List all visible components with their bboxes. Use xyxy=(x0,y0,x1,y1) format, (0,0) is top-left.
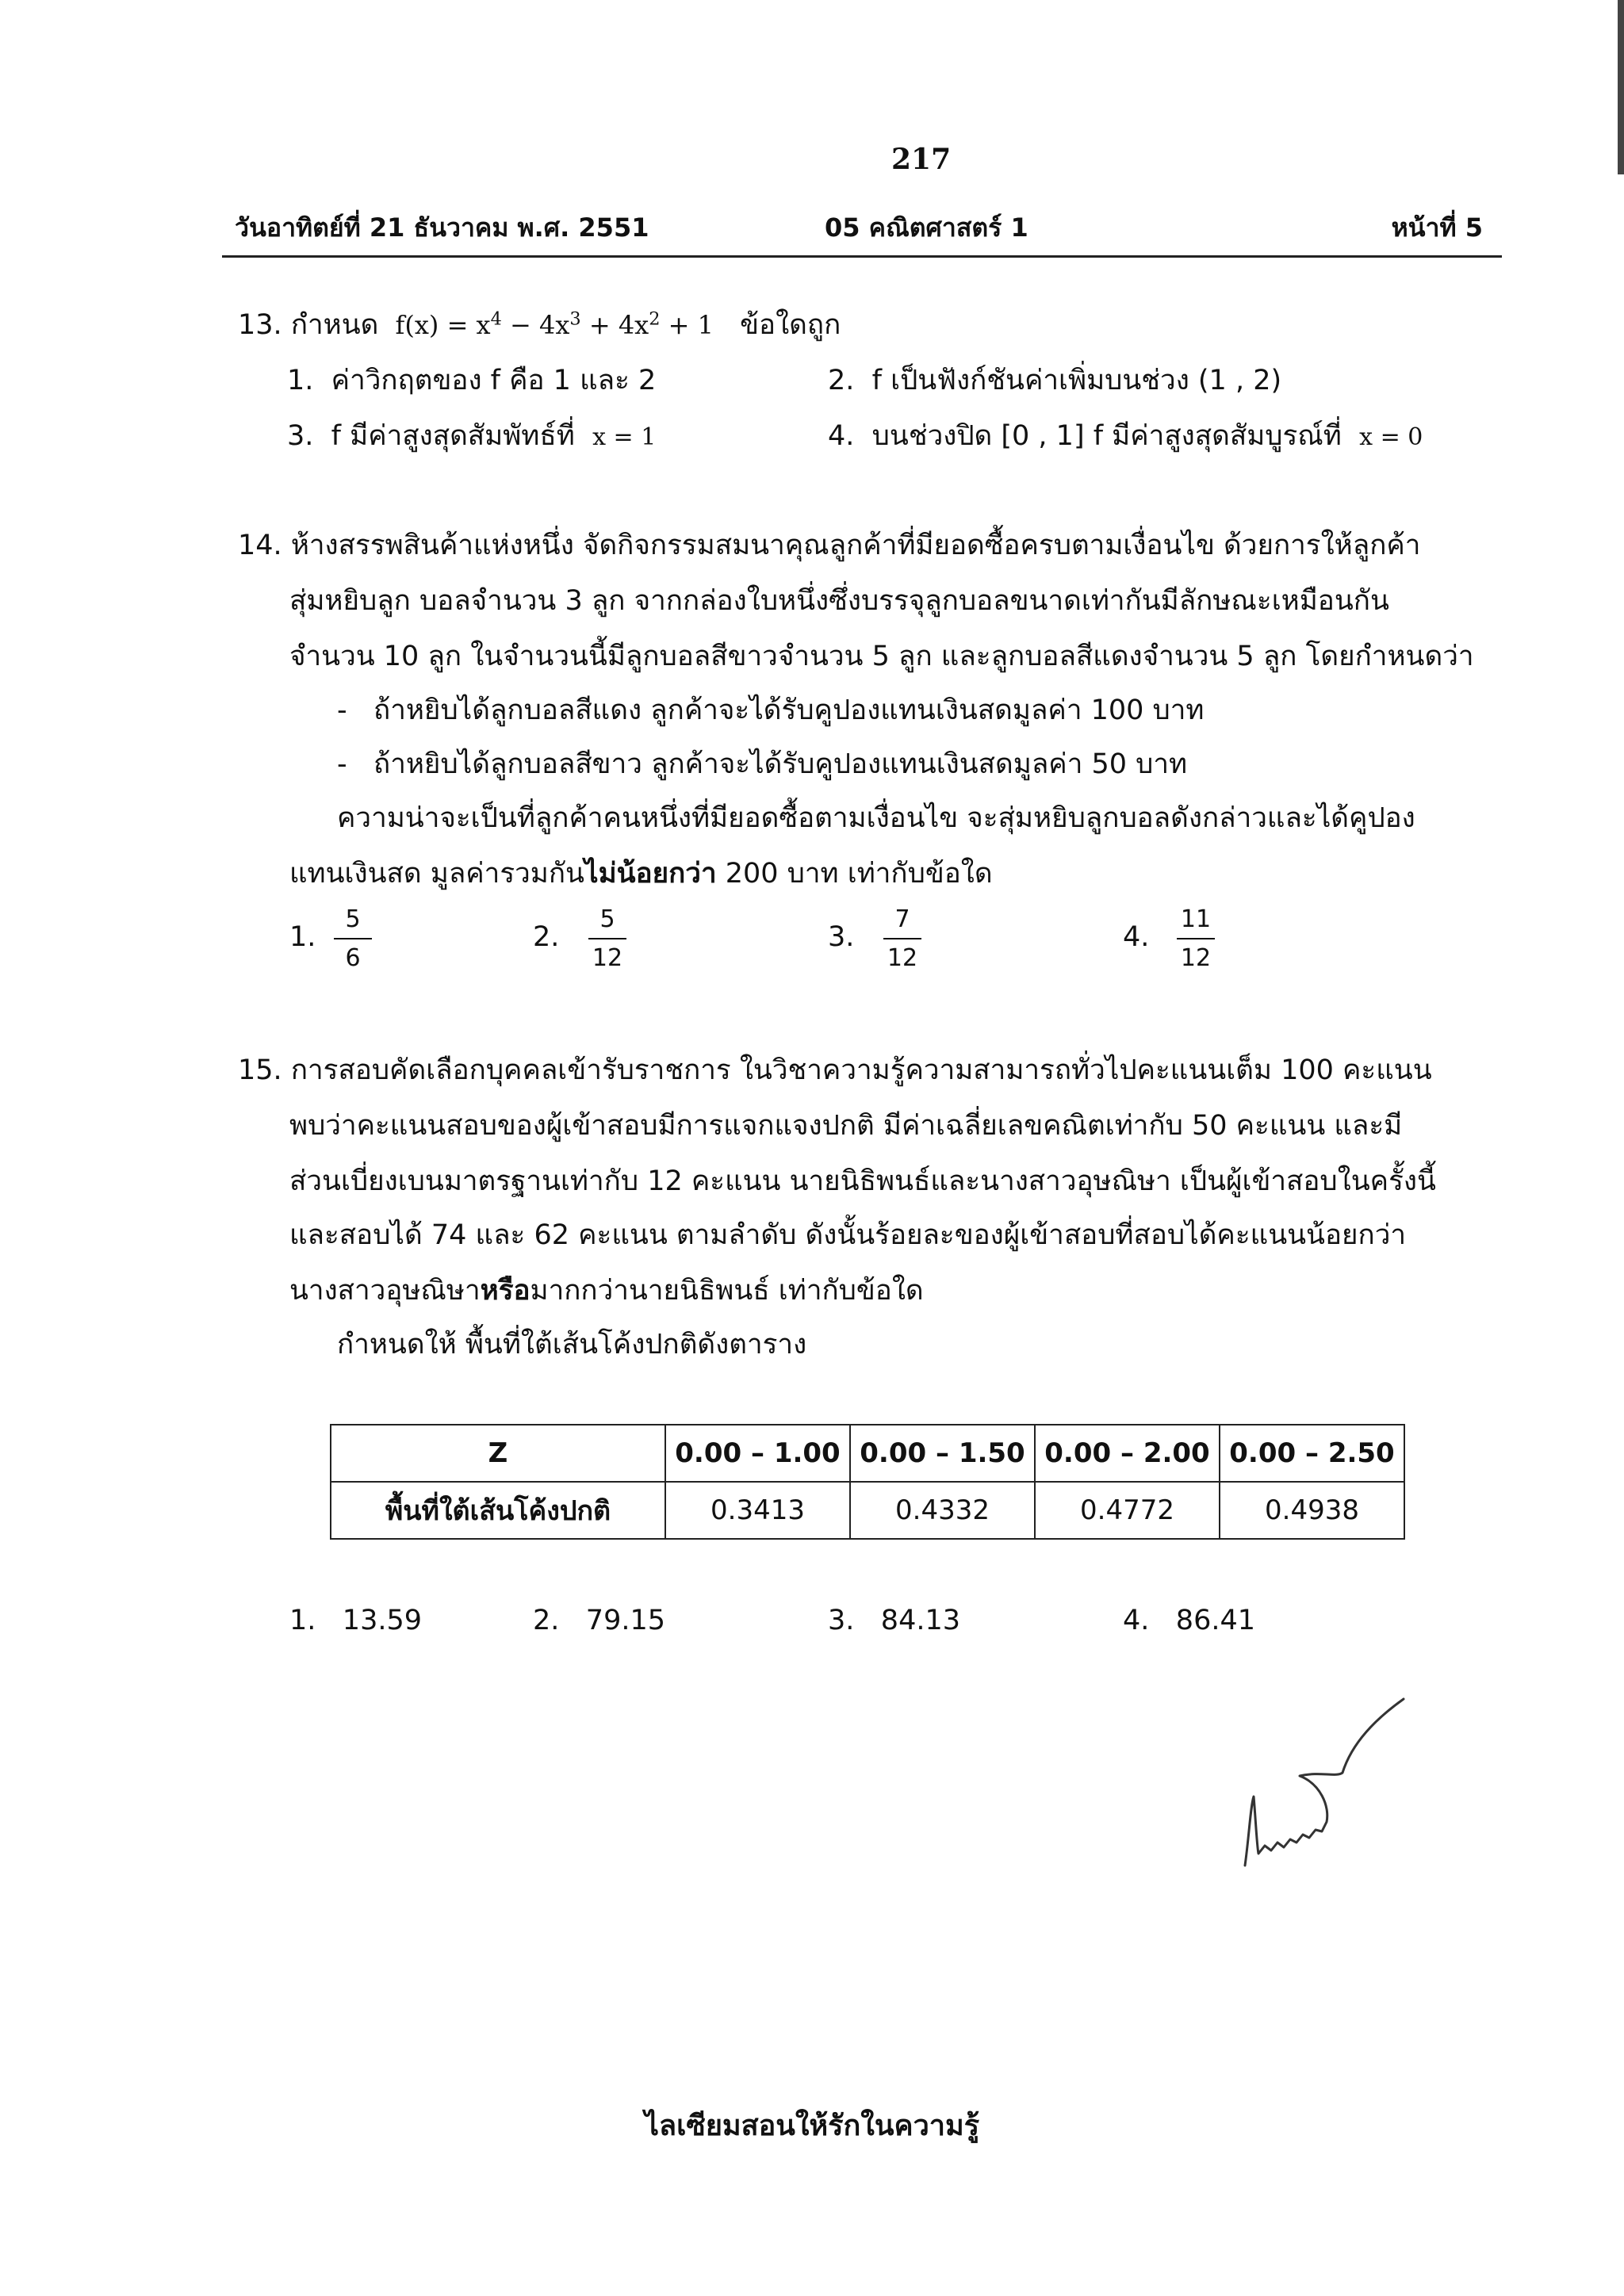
q15-line-6: กำหนดให้ พื้นที่ใต้เส้นโค้งปกติดังตาราง xyxy=(337,1329,807,1360)
table-header-row xyxy=(331,1425,1404,1482)
q15-line-5: นางสาวอุษณิษาหรือมากกว่านายนิธิพนธ์ เท่ากับข้อใด xyxy=(289,1275,924,1307)
normal-curve-table xyxy=(330,1424,1405,1540)
q14-option-3-fraction[interactable]: 7 12 xyxy=(879,905,926,972)
footer-motto: ไลเซียมสอนให้รักในความรู้ xyxy=(644,2110,980,2142)
table-row xyxy=(331,1482,1404,1539)
q15-line-2: พบว่าคะแนนสอบของผู้เข้าสอบมีการแจกแจงปกติ มีค่าเฉลี่ยเลขคณิตเท่ากับ 50 คะแนน และมี xyxy=(289,1110,1403,1142)
q14-line-1: ห้างสรรพสินค้าแห่งหนึ่ง จัดกิจกรรมสมนาคุณลูกค้าที่มียอดซื้อครบตามเงื่อนไข ด้วยการให้ลูกค้า xyxy=(290,530,1421,561)
question-tail: ข้อใดถูก xyxy=(740,309,841,341)
table-cell: 0.3413 xyxy=(665,1482,850,1539)
question-number: 15. xyxy=(238,1054,282,1086)
q15-line-1: การสอบคัดเลือกบุคคลเข้ารับราชการ ในวิชาความรู้ความสามารถทั่วไปคะแนนเต็ม 100 คะแนน xyxy=(290,1054,1432,1086)
table-cell: 0.4938 xyxy=(1220,1482,1404,1539)
header-rule xyxy=(222,255,1502,258)
q14-line-4: ความน่าจะเป็นที่ลูกค้าคนหนึ่งที่มียอดซื้อตามเงื่อนไข จะสุ่มหยิบลูกบอลดังกล่าวและได้คูปอง xyxy=(337,802,1415,834)
q14-line-3: จำนวน 10 ลูก ในจำนวนนี้มีลูกบอลสีขาวจำนวน 5 ลูก และลูกบอลสีแดงจำนวน 5 ลูก โดยกำหนดว่า xyxy=(289,641,1474,672)
q14-option-4-fraction[interactable]: 11 12 xyxy=(1172,905,1220,972)
q14-bullet-2: - ถ้าหยิบได้ลูกบอลสีขาว ลูกค้าจะได้รับคูปองแทนเงินสดมูลค่า 50 บาท xyxy=(337,748,1188,780)
q14-option-4-num[interactable]: 4. xyxy=(1123,921,1150,953)
exam-date: วันอาทิตย์ที่ 21 ธันวาคม พ.ศ. 2551 xyxy=(235,212,649,243)
q13-option-4[interactable]: 4. บนช่วงปิด [0 , 1] f มีค่าสูงสุดสัมบูรณ์ที่ x = 0 xyxy=(828,420,1423,452)
q13-option-3[interactable]: 3. f มีค่าสูงสุดสัมพัทธ์ที่ x = 1 xyxy=(287,420,657,452)
table-header-cell: 0.00 – 2.50 xyxy=(1220,1425,1404,1482)
q15-option-1[interactable]: 1. 13.59 xyxy=(289,1605,422,1636)
q14-option-2-fraction[interactable]: 5 12 xyxy=(584,905,631,972)
q14-option-1-num[interactable]: 1. xyxy=(289,921,316,953)
q14-option-2-num[interactable]: 2. xyxy=(533,921,560,953)
q15-option-2[interactable]: 2. 79.15 xyxy=(533,1605,665,1636)
question-14 xyxy=(238,523,1420,567)
q14-line-5: แทนเงินสด มูลค่ารวมกันไม่น้อยกว่า 200 บาท เท่ากับข้อใด xyxy=(289,858,993,890)
table-header-cell: 0.00 – 1.00 xyxy=(665,1425,850,1482)
question-number: 13. xyxy=(238,309,282,341)
q14-option-3-num[interactable]: 3. xyxy=(828,921,855,953)
q13-option-2[interactable]: 2. f เป็นฟังก์ชันค่าเพิ่มบนช่วง (1 , 2) xyxy=(828,365,1282,396)
question-number: 14. xyxy=(238,530,282,561)
table-cell: 0.4772 xyxy=(1035,1482,1220,1539)
signature xyxy=(1241,1695,1415,1877)
table-header-cell: 0.00 – 1.50 xyxy=(850,1425,1035,1482)
subject-title: 05 คณิตศาสตร์ 1 xyxy=(825,212,1028,243)
question-15 xyxy=(238,1048,1432,1092)
q14-option-1-fraction[interactable]: 5 6 xyxy=(329,905,377,972)
q15-option-4[interactable]: 4. 86.41 xyxy=(1123,1605,1255,1636)
question-intro: กำหนด xyxy=(290,309,379,341)
table-header-cell: 0.00 – 2.00 xyxy=(1035,1425,1220,1482)
table-header-z: Z xyxy=(331,1425,665,1482)
scan-edge-mark xyxy=(1618,0,1624,174)
page-number: 217 xyxy=(891,143,952,176)
table-row-label: พื้นที่ใต้เส้นโค้งปกติ xyxy=(331,1482,665,1539)
table-cell: 0.4332 xyxy=(850,1482,1035,1539)
question-13 xyxy=(238,303,841,346)
q13-option-1[interactable]: 1. ค่าวิกฤตของ f คือ 1 และ 2 xyxy=(287,365,657,396)
page-label: หน้าที่ 5 xyxy=(1391,212,1483,243)
function-definition: $f(x) = x^4 - 4x^3 + 4x^2 + 1$ xyxy=(395,308,714,340)
q15-option-3[interactable]: 3. 84.13 xyxy=(828,1605,960,1636)
q15-line-4: และสอบได้ 74 และ 62 คะแนน ตามลำดับ ดังนั้นร้อยละของผู้เข้าสอบที่สอบได้คะแนนน้อยกว่า xyxy=(289,1219,1406,1251)
q14-bullet-1: - ถ้าหยิบได้ลูกบอลสีแดง ลูกค้าจะได้รับคูปองแทนเงินสดมูลค่า 100 บาท xyxy=(337,695,1205,726)
q15-line-3: ส่วนเบี่ยงเบนมาตรฐานเท่ากับ 12 คะแนน นายนิธิพนธ์และนางสาวอุษณิษา เป็นผู้เข้าสอบในครั้งนี้ xyxy=(289,1165,1436,1197)
q14-line-2: สุ่มหยิบลูก บอลจำนวน 3 ลูก จากกล่องใบหนึ่งซึ่งบรรจุลูกบอลขนาดเท่ากันมีลักษณะเหมือนกัน xyxy=(289,585,1389,617)
